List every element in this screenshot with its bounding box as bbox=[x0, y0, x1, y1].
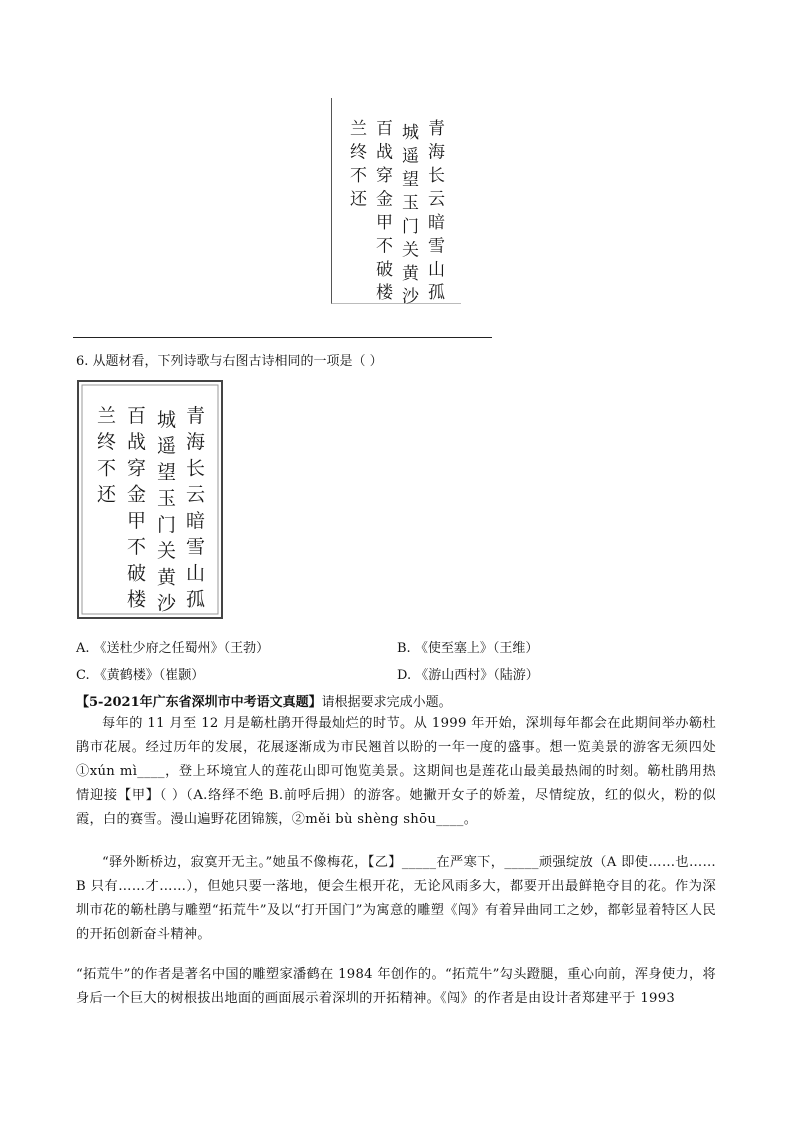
option-b[interactable]: B. 《使至塞上》（王维） bbox=[397, 641, 539, 656]
calligraphy-poem-framed bbox=[79, 382, 221, 617]
divider-line bbox=[73, 337, 492, 338]
calligraphy-image-framed bbox=[77, 380, 223, 619]
passage-paragraph-2: “驿外断桥边，寂寞开无主。”她虽不像梅花，【乙】_____在严寒下，_____顽强绽放（A 即使……也……B 只有……才……），但她只要一落地，便会生根开花，无论风雨多大，都要开出最鲜艳夺目的花。作为深圳市花的簕杜鹃与雕塑“拓荒牛”及以“打开国门”为寓意的雕塑《闯》有着异曲同工之妙，都彰显着特区人民的开拓创新奋斗精神。 bbox=[76, 855, 716, 942]
passage-paragraph-1: 每年的 11 月至 12 月是簕杜鹃开得最灿烂的时节。从 1999 年开始，深圳每年都会在此期间举办簕杜鹃市花展。经过历年的发展，花展逐渐成为市民翘首以盼的一年一度的盛事。想一览美景的游客无须四处①xún mì____，登上环境宜人的莲花山即可饱览美景。这期间也是莲花山最美最热闹的时刻。簕杜鹃用热情迎接【甲】（ ）（A.络绎不绝 B.前呼后拥）的游客。她撇开女子的娇羞，尽情绽放，红的似火，粉的似霞，白的赛雪。漫山遍野花团锦簇，②měi bù shèng shōu____。 bbox=[76, 716, 716, 827]
section-instruction: 请根据要求完成小题。 bbox=[321, 695, 452, 710]
calligraphy-col-4: 兰终不还 bbox=[97, 405, 117, 506]
section-heading: 【5-2021年广东省深圳市中考语文真题】 bbox=[76, 695, 322, 710]
question-6: 6. 从题材看，下列诗歌与右图古诗相同的一项是（ ） bbox=[76, 354, 383, 369]
calligraphy-col-4: 兰终不还 bbox=[350, 119, 367, 210]
calligraphy-image-top bbox=[331, 98, 461, 304]
calligraphy-col-2: 城遥望玉门关黄沙 bbox=[157, 409, 177, 615]
calligraphy-poem-top bbox=[332, 98, 462, 304]
calligraphy-col-3: 百战穿金甲不破楼 bbox=[127, 405, 147, 611]
option-a[interactable]: A. 《送杜少府之任蜀州》（王勃） bbox=[76, 641, 270, 656]
calligraphy-col-1: 青海长云暗雪山孤 bbox=[186, 405, 206, 611]
section-header bbox=[76, 691, 452, 710]
option-d[interactable]: D. 《游山西村》（陆游） bbox=[397, 668, 539, 683]
calligraphy-col-2: 城遥望玉门关黄沙 bbox=[402, 123, 419, 304]
calligraphy-col-3: 百战穿金甲不破楼 bbox=[376, 119, 393, 304]
calligraphy-col-1: 青海长云暗雪山孤 bbox=[428, 119, 445, 304]
option-c[interactable]: C. 《黄鹤楼》（崔颢） bbox=[76, 668, 205, 683]
passage-paragraph-3: “拓荒牛”的作者是著名中国的雕塑家潘鹤在 1984 年创作的。“拓荒牛”勾头蹬腿，重心向前，浑身使力，将身后一个巨大的树根拔出地面的画面展示着深圳的开拓精神。《闯》的作者是由设计者郑建平于 1993 bbox=[76, 967, 716, 1006]
